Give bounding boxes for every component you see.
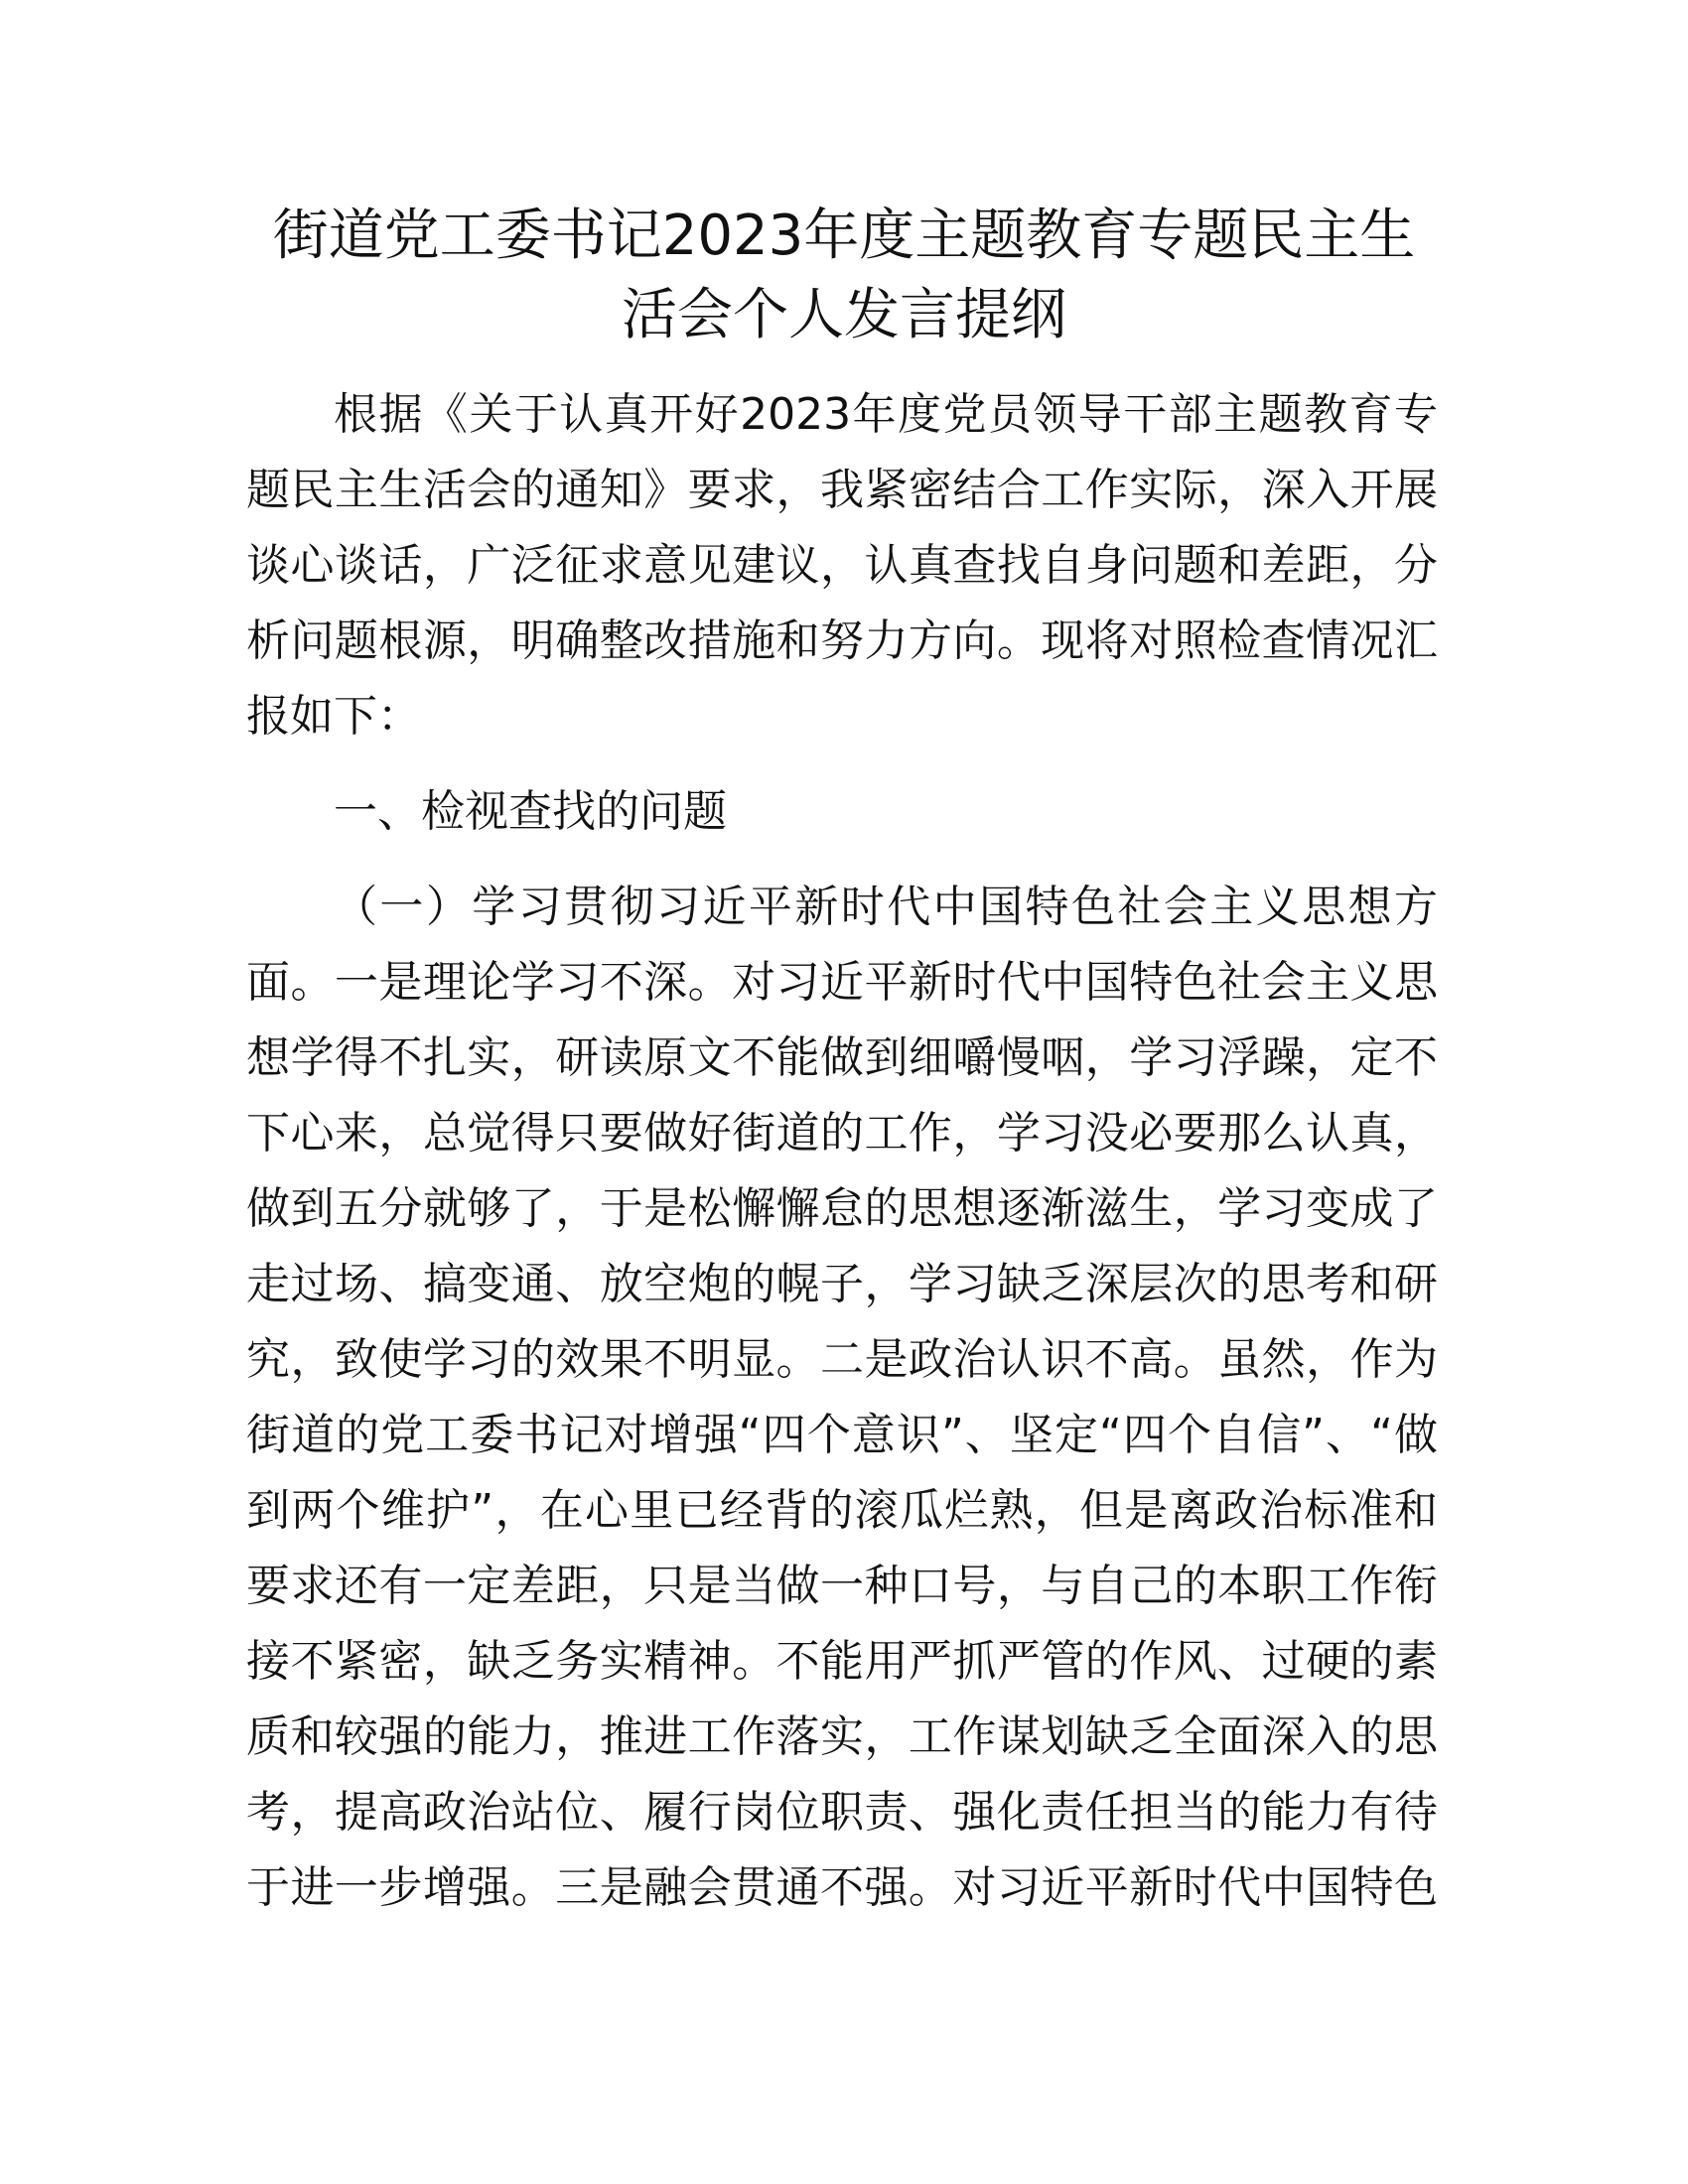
intro-paragraph-line: 根据《关于认真开好2023年度党员领导干部主题教育专	[334, 389, 1438, 440]
body-paragraph-line: 下心来，总觉得只要做好街道的工作，学习没必要那么认真，	[246, 1108, 1438, 1159]
body-paragraph-line: 质和较强的能力，推进工作落实，工作谋划缺乏全面深入的思	[246, 1711, 1438, 1762]
section-heading: 一、检视查找的问题	[334, 786, 727, 837]
intro-paragraph-line: 报如下：	[246, 691, 421, 742]
body-paragraph-line: 想学得不扎实，研读原文不能做到细嚼慢咽，学习浮躁，定不	[246, 1032, 1438, 1083]
intro-paragraph-line: 析问题根源，明确整改措施和努力方向。现将对照检查情况汇	[246, 615, 1438, 666]
body-paragraph-line: 到两个维护”，在心里已经背的滚瓜烂熟，但是离政治标准和	[246, 1485, 1438, 1536]
body-paragraph-line: 街道的党工委书记对增强“四个意识”、坚定“四个自信”、“做	[246, 1410, 1438, 1460]
body-paragraph-line: 究，致使学习的效果不明显。二是政治认识不高。虽然，作为	[246, 1334, 1438, 1385]
intro-paragraph-line: 谈心谈话，广泛征求意见建议，认真查找自身问题和差距，分	[246, 540, 1438, 591]
body-paragraph-line: 接不紧密，缺乏务实精神。不能用严抓严管的作风、过硬的素	[246, 1636, 1438, 1687]
document-title-line-2: 活会个人发言提纲	[622, 283, 1066, 347]
document-title-line-1: 街道党工委书记2023年度主题教育专题民主生	[272, 204, 1416, 268]
body-paragraph-line: 面。一是理论学习不深。对习近平新时代中国特色社会主义思	[246, 957, 1438, 1008]
body-paragraph-line: 于进一步增强。三是融会贯通不强。对习近平新时代中国特色	[246, 1862, 1438, 1913]
intro-paragraph-line: 题民主生活会的通知》要求，我紧密结合工作实际，深入开展	[246, 465, 1438, 515]
body-paragraph-line: 考，提高政治站位、履行岗位职责、强化责任担当的能力有待	[246, 1787, 1438, 1838]
body-paragraph-line: 走过场、搞变通、放空炮的幌子，学习缺乏深层次的思考和研	[246, 1259, 1438, 1309]
body-paragraph-line: 做到五分就够了，于是松懈懈怠的思想逐渐滋生，学习变成了	[246, 1183, 1438, 1234]
body-paragraph-line: （一）学习贯彻习近平新时代中国特色社会主义思想方	[334, 882, 1438, 932]
body-paragraph-line: 要求还有一定差距，只是当做一种口号，与自己的本职工作衔	[246, 1561, 1438, 1611]
